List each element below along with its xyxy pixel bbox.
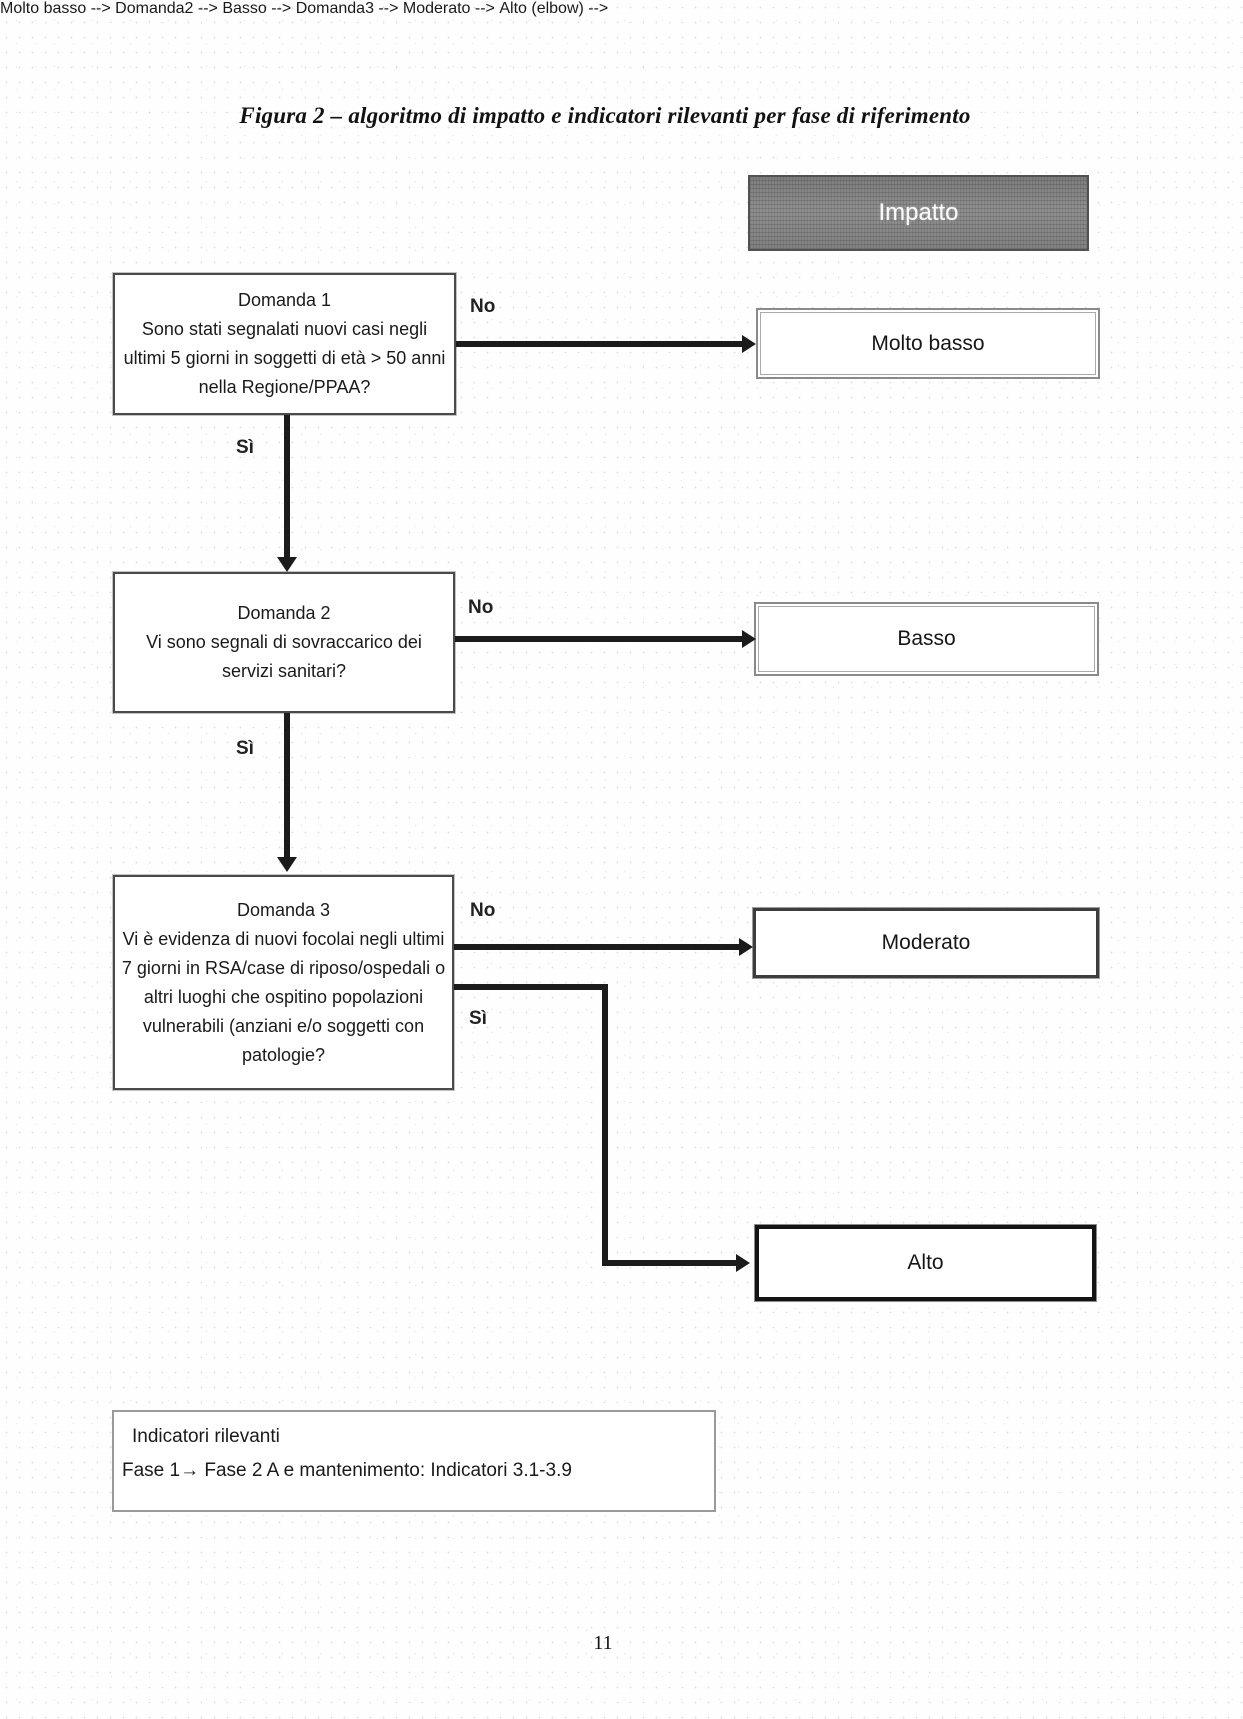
connector-d3-no-line (454, 944, 739, 950)
yes-label-3: Sì (469, 1008, 487, 1029)
impatto-header (748, 175, 1089, 251)
question-box-domanda-3 (113, 875, 454, 1090)
question-box-domanda-1 (113, 273, 456, 415)
question-3-text: Vi è evidenza di nuovi focolai negli ultimi 7 giorni in RSA/case di riposo/ospedali o altri luoghi che ospitino popolazioni vulnerabili (anziani e/o soggetti con patologie? (121, 928, 446, 1065)
outcome-box-molto-basso (756, 308, 1100, 379)
connector-d2-no-line (455, 636, 742, 642)
question-1-text: Sono stati segnalati nuovi casi negli ultimi 5 giorni in soggetti di età > 50 anni nella Regione/PPAA? (123, 319, 446, 397)
connector-d1-no-line (456, 341, 742, 347)
arrow-right-icon-d1-no (742, 335, 756, 353)
note-line-1: Indicatori rilevanti (132, 1426, 280, 1447)
note-line-2: Fase 1→ Fase 2 A e mantenimento: Indicatori 3.1-3.9 (122, 1460, 572, 1481)
arrow-down-icon-d2-yes (277, 857, 297, 872)
arrow-right-icon-d2-no (742, 630, 756, 648)
connector-d3-yes-line-vertical (602, 984, 608, 1266)
no-label-1: No (470, 296, 496, 317)
connector-d3-yes-line-top (454, 984, 608, 990)
question-2-title: Domanda 2 (237, 603, 331, 623)
no-label-3: No (470, 900, 496, 921)
outcome-label-molto-basso: Molto basso (871, 331, 985, 355)
yes-label-1: Sì (236, 437, 254, 458)
document-page: Figura 2 – algoritmo di impatto e indicatori rilevanti per fase di riferimento Impatto Domanda 1 Sono stati segnalati nuovi casi negli ultimi 5 giorni in soggetti di età > 50 anni nella Regione/PPAA? Domanda 2 Vi sono segnali di sovraccarico dei servizi sanitari? Domanda 3 Vi è evidenza di nuovi focolai negli ultimi 7 giorni in RSA/case di riposo/ospedali o altri luoghi che ospitino popolazioni vulnerabili (anziani e/o soggetti con patologie? Molto basso Basso Moderato Alto Molto basso --> No Domanda2 --> Sì Basso --> No Domanda3 --> Sì Moderato --> No Alto (elbow) --> Sì Indicatori rilevanti Fase 1→ Fase 2 A e mantenimento: Indicatori 3.1-3.9 11 (0, 0, 1243, 1719)
no-label-2: No (468, 597, 494, 618)
page-number: 11 (593, 1632, 613, 1654)
yes-label-2: Sì (236, 738, 254, 759)
figure-title: Figura 2 – algoritmo di impatto e indicatori rilevanti per fase di riferimento (239, 103, 971, 128)
question-box-domanda-2 (113, 572, 455, 713)
connector-d1-yes-line (284, 415, 290, 557)
question-2-text: Vi sono segnali di sovraccarico dei servizi sanitari? (146, 632, 422, 681)
outcome-box-moderato (753, 908, 1099, 978)
connector-d3-yes-line-bottom (602, 1260, 736, 1266)
note-box (112, 1410, 716, 1512)
connector-d2-yes-line (284, 713, 290, 857)
outcome-box-alto (755, 1225, 1096, 1301)
question-3-title: Domanda 3 (236, 899, 331, 920)
outcome-label-alto: Alto (907, 1251, 944, 1274)
outcome-label-basso: Basso (897, 627, 956, 650)
question-1-title: Domanda 1 (237, 290, 332, 310)
arrow-down-icon-d1-yes (277, 557, 297, 572)
outcome-box-basso (754, 602, 1099, 676)
impatto-header-label: Impatto (878, 199, 959, 226)
arrow-right-icon-d3-no (739, 938, 753, 956)
arrow-right-icon-d3-yes (736, 1254, 750, 1272)
outcome-label-moderato: Moderato (881, 931, 971, 954)
